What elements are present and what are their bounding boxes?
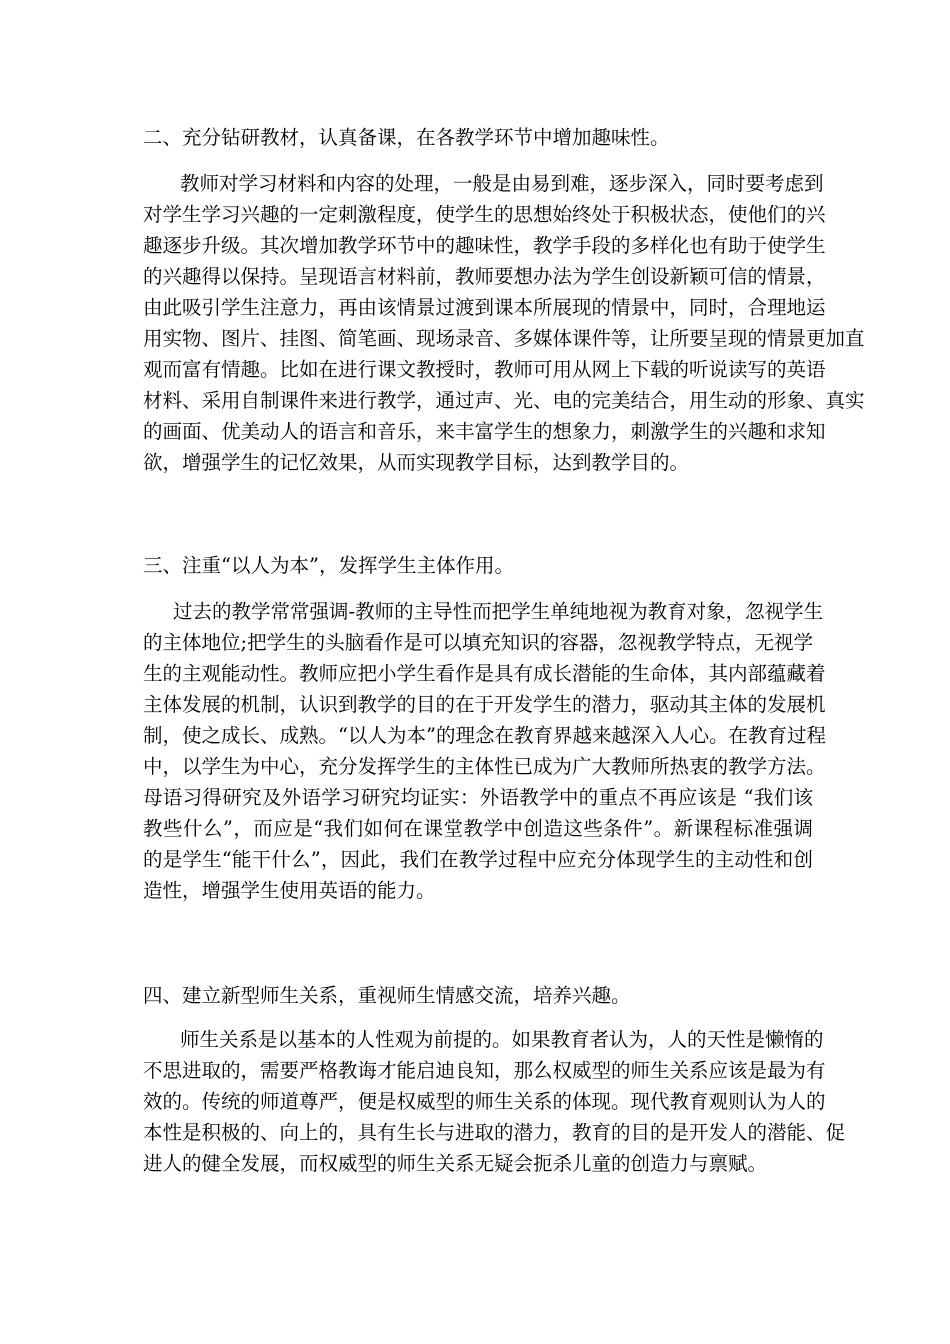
paragraph-line: 制，使之成长、成熟。“以人为本”的理念在教育界越来越深入人心。在教育过程 xyxy=(143,724,826,747)
paragraph-line: 教师对学习材料和内容的处理，一般是由易到难，逐步深入，同时要考虑到 xyxy=(180,172,824,195)
paragraph-line: 观而富有情趣。比如在进行课文教授时，教师可用从网上下载的听说读写的英语 xyxy=(143,358,826,381)
section-4-paragraph xyxy=(143,1024,846,1179)
paragraph-line: 用实物、图片、挂图、简笔画、现场录音、多媒体课件等，让所要呈现的情景更加直 xyxy=(143,327,865,350)
paragraph-line: 的画面、优美动人的语言和音乐，来丰富学生的想象力，刺激学生的兴趣和求知 xyxy=(143,420,826,443)
paragraph-line: 造性，增强学生使用英语的能力。 xyxy=(143,879,436,902)
paragraph-line: 本性是积极的、向上的，具有生长与进取的潜力，教育的目的是开发人的潜能、促 xyxy=(143,1121,846,1144)
paragraph-line: 生的主观能动性。教师应把小学生看作是具有成长潜能的生命体，其内部蕴藏着 xyxy=(143,662,826,685)
paragraph-line: 对学生学习兴趣的一定刺激程度，使学生的思想始终处于积极状态，使他们的兴 xyxy=(143,203,826,226)
paragraph-line: 母语习得研究及外语学习研究均证实：外语教学中的重点不再应该是 “我们该 xyxy=(143,786,813,809)
paragraph-line: 效的。传统的师道尊严，便是权威型的师生关系的体现。现代教育观则认为人的 xyxy=(143,1090,826,1113)
paragraph-line: 师生关系是以基本的人性观为前提的。如果教育者认为，人的天性是懒惰的 xyxy=(180,1028,824,1051)
paragraph-line: 材料、采用自制课件来进行教学，通过声、光、电的完美结合，用生动的形象、真实 xyxy=(143,389,865,412)
heading-text: 四、建立新型师生关系，重视师生情感交流，培养兴趣。 xyxy=(143,984,631,1007)
paragraph-line: 教些什么”，而应是“我们如何在课堂教学中创造这些条件”。新课程标准强调 xyxy=(143,817,813,840)
paragraph-line: 由此吸引学生注意力，再由该情景过渡到课本所展现的情景中，同时，合理地运 xyxy=(143,296,826,319)
section-2-heading xyxy=(143,122,813,153)
paragraph-line: 的是学生“能干什么”，因此，我们在教学过程中应充分体现学生的主动性和创 xyxy=(143,848,813,871)
section-4-heading xyxy=(143,980,813,1011)
paragraph-line: 中，以学生为中心，充分发挥学生的主体性已成为广大教师所热衷的教学方法。 xyxy=(143,755,826,778)
paragraph-line: 欲，增强学生的记忆效果，从而实现教学目标，达到教学目的。 xyxy=(143,451,690,474)
section-2-paragraph xyxy=(143,168,865,478)
paragraph-line: 过去的教学常常强调-教师的主导性而把学生单纯地视为教育对象，忽视学生 xyxy=(173,600,824,623)
paragraph-line: 的主体地位;把学生的头脑看作是可以填充知识的容器，忽视教学特点，无视学 xyxy=(143,631,813,654)
paragraph-line: 进人的健全发展，而权威型的师生关系无疑会扼杀儿童的创造力与禀赋。 xyxy=(143,1152,768,1175)
paragraph-line: 的兴趣得以保持。呈现语言材料前，教师要想办法为学生创设新颖可信的情景， xyxy=(143,265,826,288)
heading-text: 三、注重“以人为本”，发挥学生主体作用。 xyxy=(143,554,514,577)
paragraph-line: 趣逐步升级。其次增加教学环节中的趣味性，教学手段的多样化也有助于使学生 xyxy=(143,234,826,257)
section-3-heading xyxy=(143,550,813,581)
paragraph-line: 主体发展的机制，认识到教学的目的在于开发学生的潜力，驱动其主体的发展机 xyxy=(143,693,826,716)
section-3-paragraph xyxy=(143,596,826,906)
paragraph-line: 不思进取的，需要严格教诲才能启迪良知，那么权威型的师生关系应该是最为有 xyxy=(143,1059,826,1082)
heading-text: 二、充分钻研教材，认真备课，在各教学环节中增加趣味性。 xyxy=(143,126,670,149)
